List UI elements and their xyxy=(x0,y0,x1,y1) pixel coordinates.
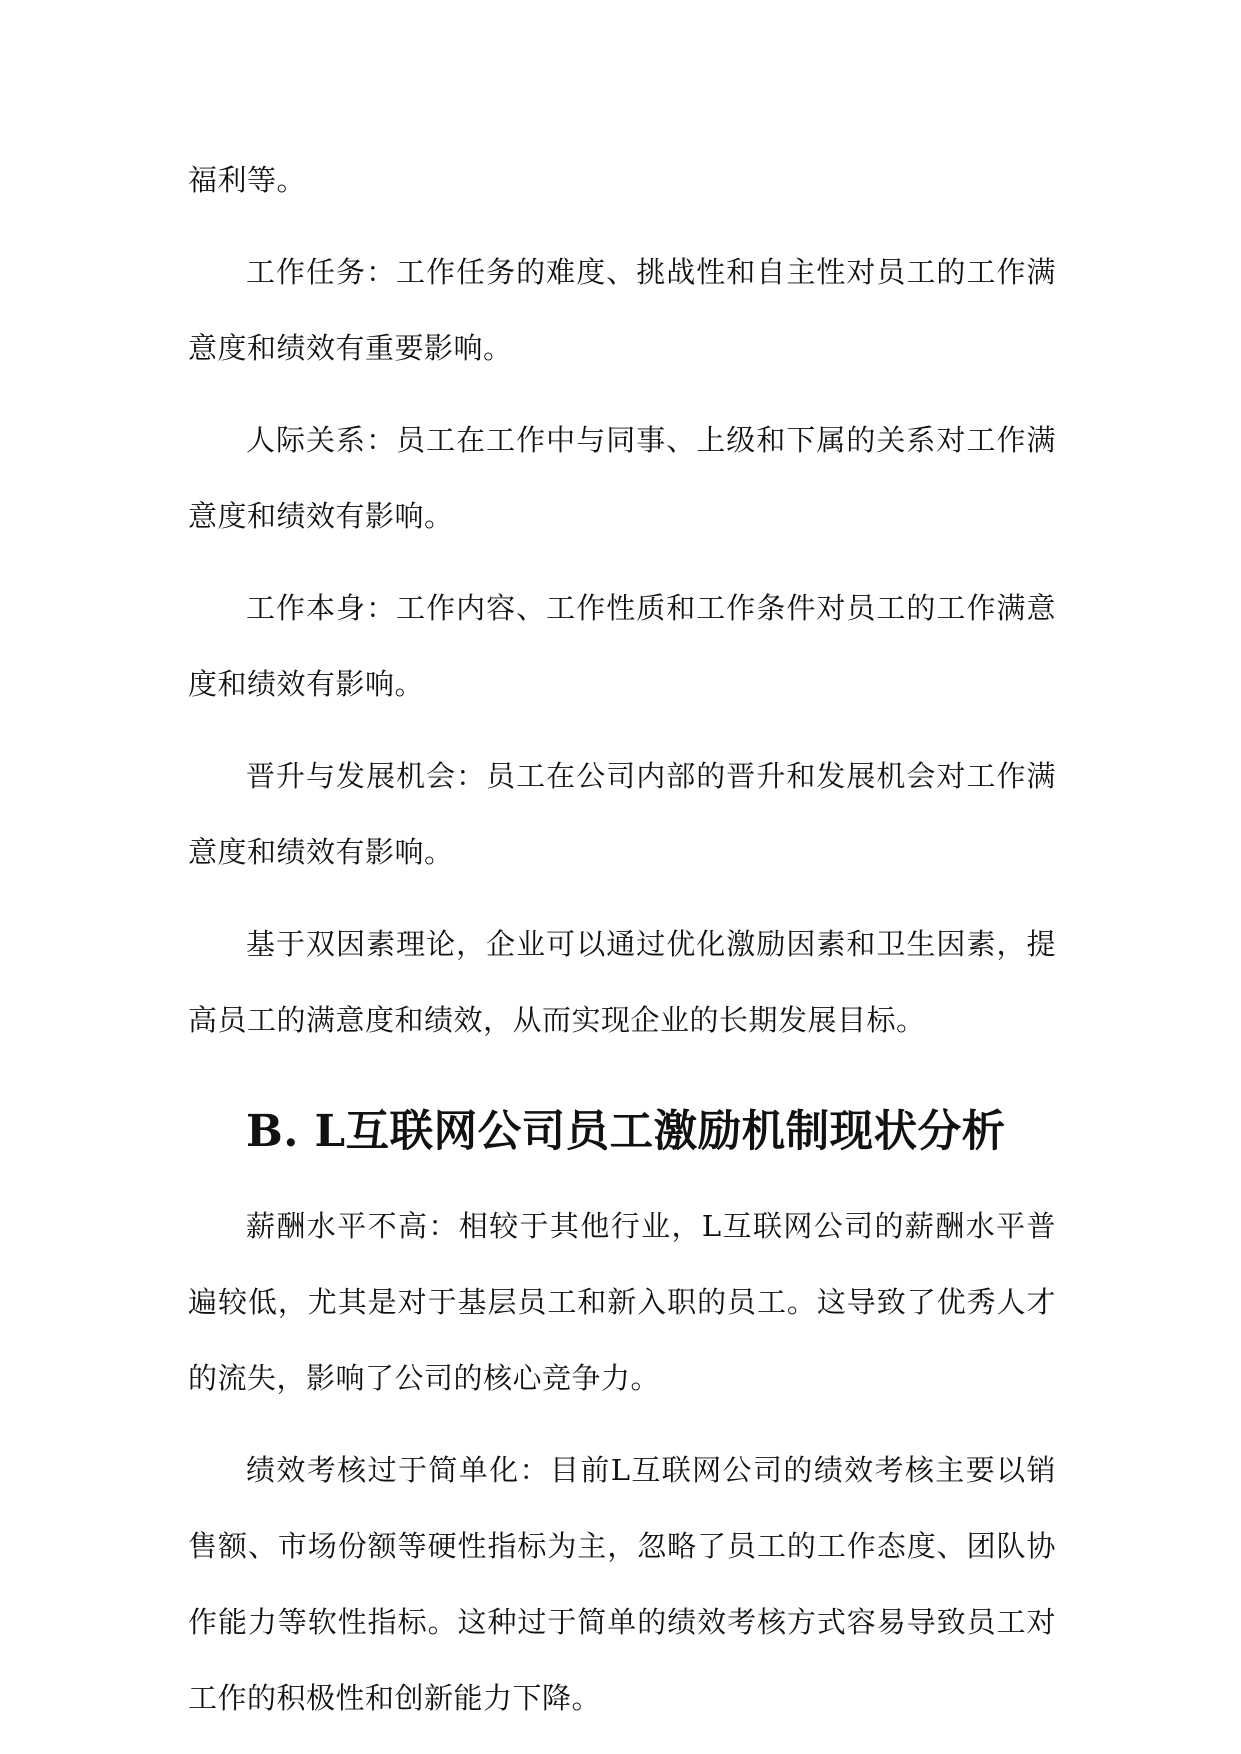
paragraph-promotion-development: 晋升与发展机会：员工在公司内部的晋升和发展机会对工作满意度和绩效有影响。 xyxy=(188,759,1056,869)
paragraph-work-itself: 工作本身：工作内容、工作性质和工作条件对员工的工作满意度和绩效有影响。 xyxy=(188,591,1056,701)
paragraph-work-tasks: 工作任务：工作任务的难度、挑战性和自主性对员工的工作满意度和绩效有重要影响。 xyxy=(188,255,1056,365)
paragraph-performance-evaluation: 绩效考核过于简单化：目前L互联网公司的绩效考核主要以销售额、市场份额等硬性指标为主，忽略了员工的工作态度、团队协作能力等软性指标。这种过于简单的绩效考核方式容易导致员工对工作的积极性和创新能力下降。 xyxy=(188,1453,1056,1715)
section-heading: B. L互联网公司员工激励机制现状分析 xyxy=(246,1106,1006,1157)
paragraph-salary-level: 薪酬水平不高：相较于其他行业，L互联网公司的薪酬水平普遍较低，尤其是对于基层员工和新入职的员工。这导致了优秀人才的流失，影响了公司的核心竞争力。 xyxy=(188,1209,1056,1395)
paragraph-interpersonal-relations: 人际关系：员工在工作中与同事、上级和下属的关系对工作满意度和绩效有影响。 xyxy=(188,423,1056,533)
paragraph-two-factor-summary: 基于双因素理论，企业可以通过优化激励因素和卫生因素，提高员工的满意度和绩效，从而实现企业的长期发展目标。 xyxy=(188,927,1056,1037)
paragraph-continuation: 福利等。 xyxy=(188,163,307,197)
document-body xyxy=(188,142,1056,1752)
